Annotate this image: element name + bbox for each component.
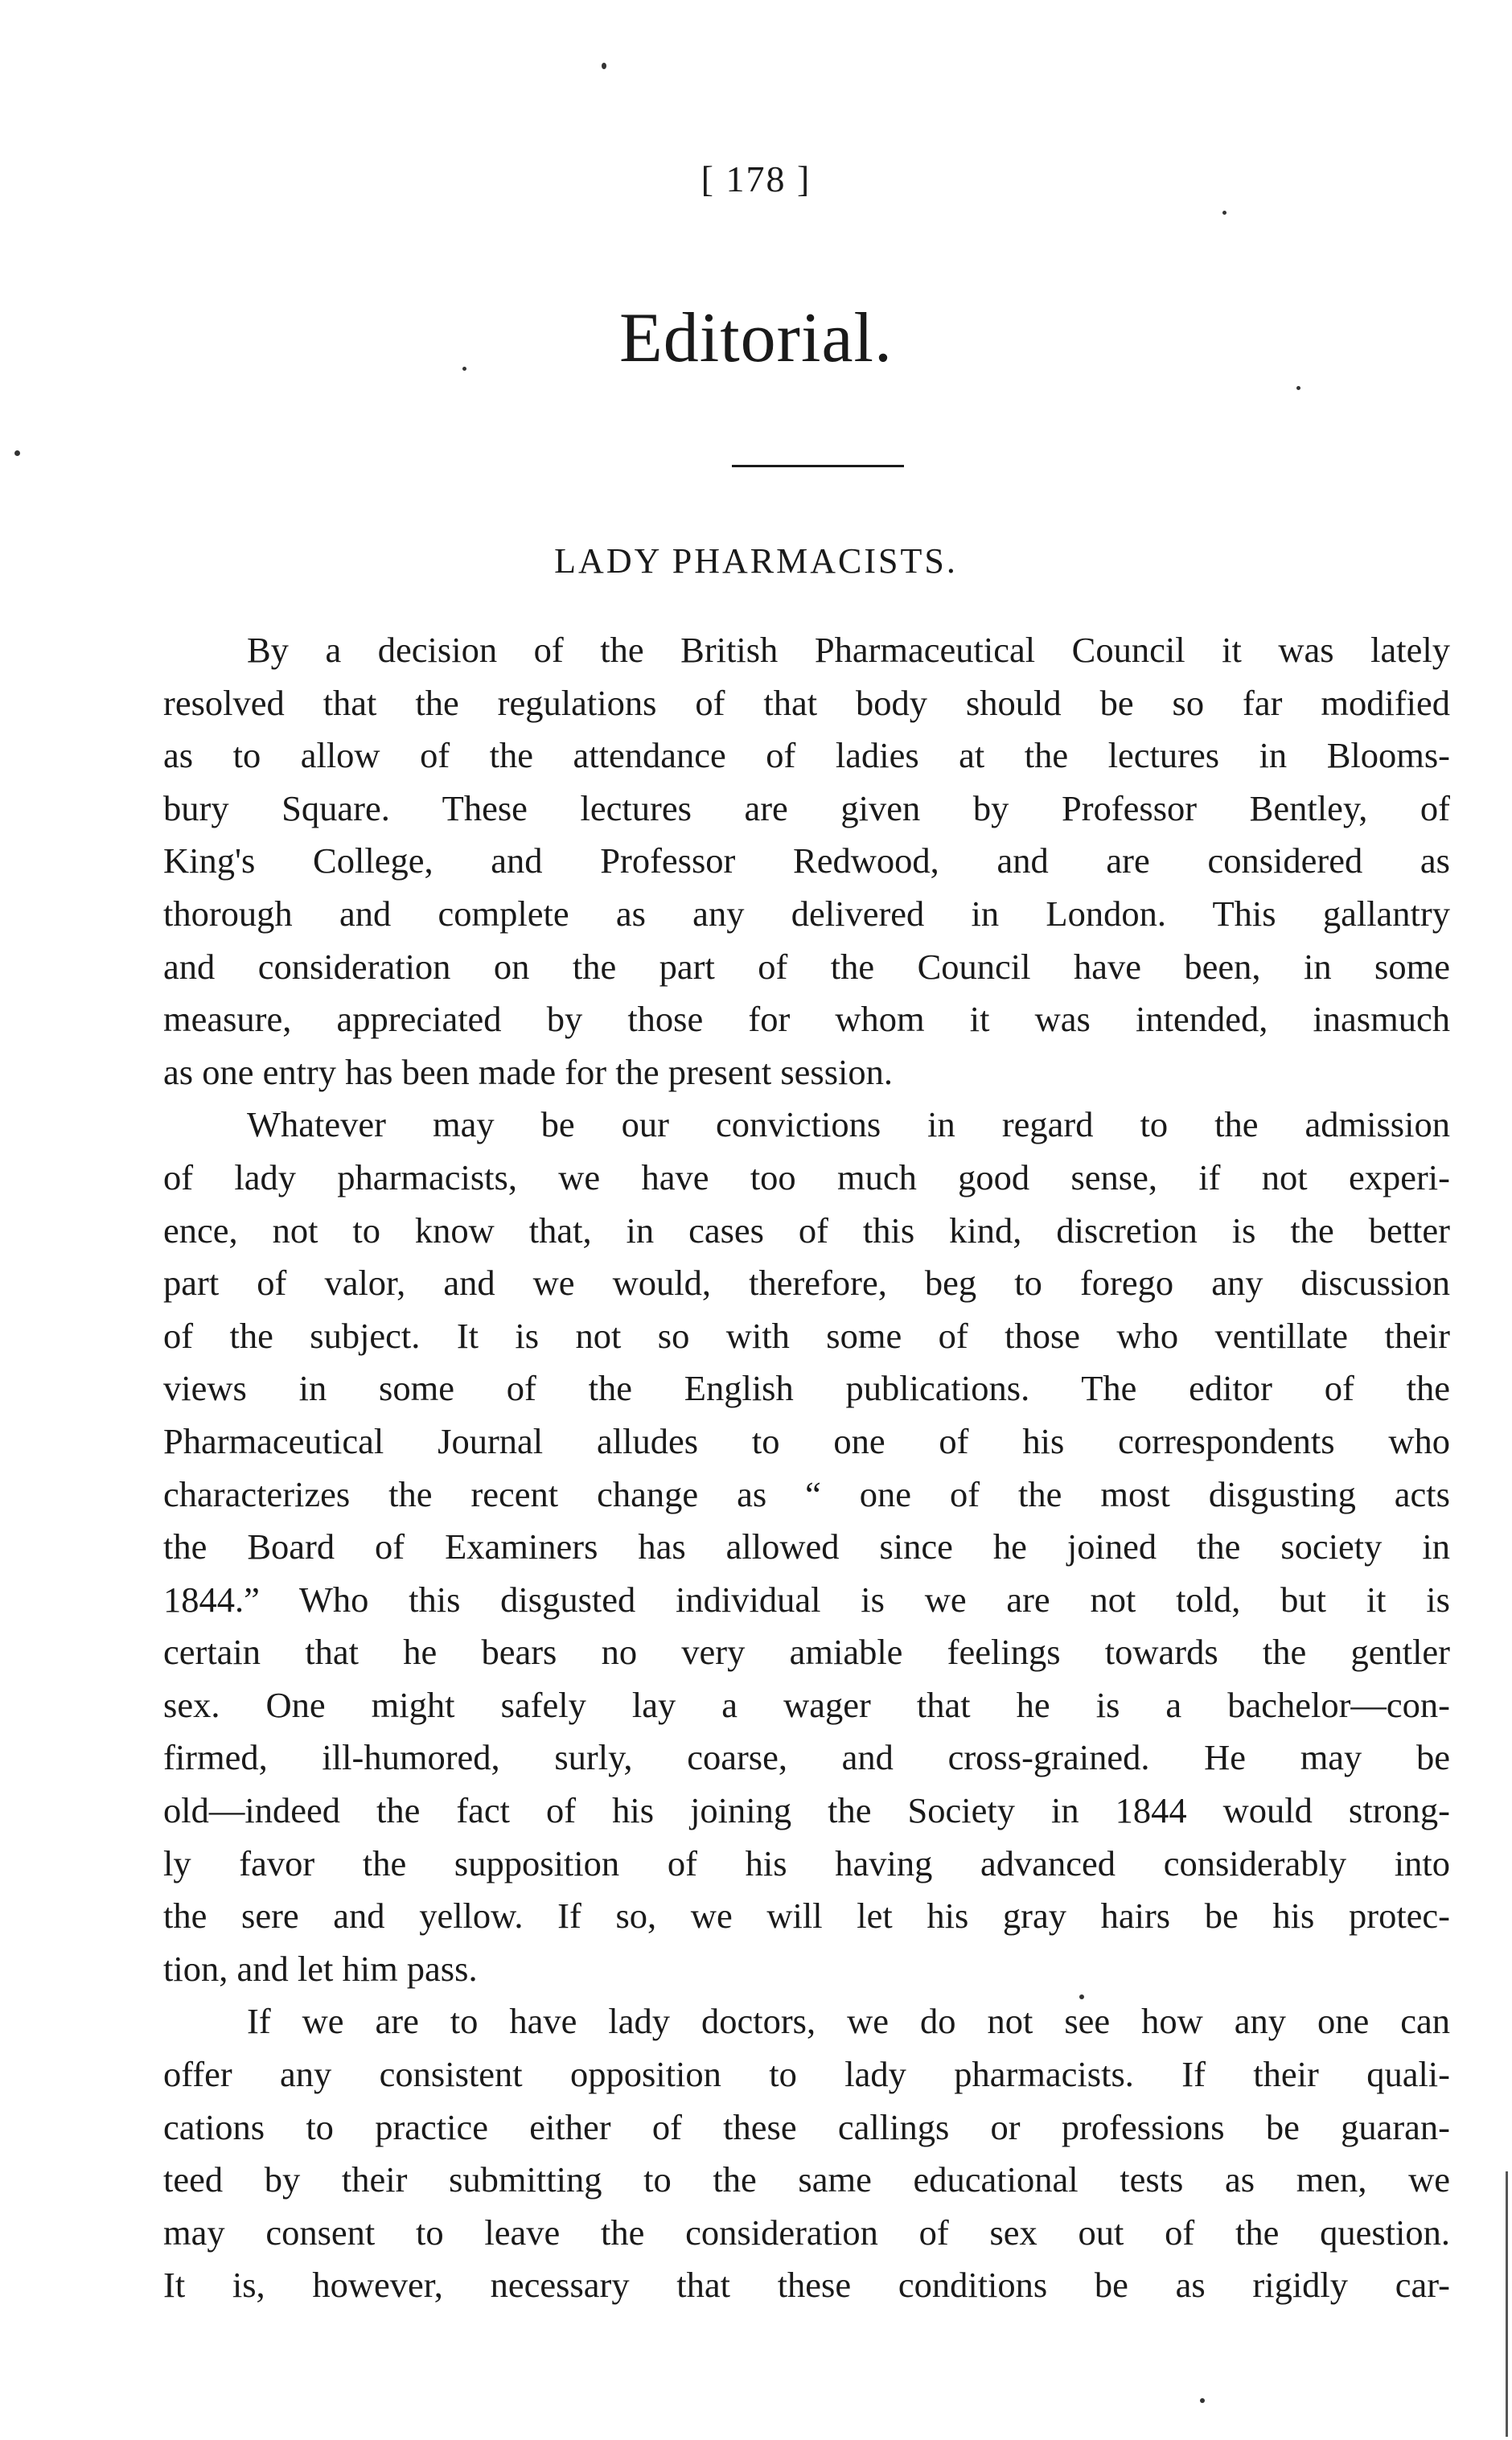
paragraph-2 bbox=[163, 1099, 1450, 1995]
paragraph-3 bbox=[163, 1995, 1450, 2312]
title-rule bbox=[732, 465, 904, 467]
text-line: firmed, ill-humored, surly, coarse, and cross-grained. He may be bbox=[163, 1737, 1450, 1778]
text-line: bury Square. These lectures are given by Professor Bentley, of bbox=[163, 787, 1450, 828]
scan-speck bbox=[14, 450, 20, 456]
scan-speck bbox=[1200, 2398, 1205, 2403]
scan-speck bbox=[1079, 1994, 1084, 1999]
text-line: may consent to leave the consideration of sex out of the question. bbox=[163, 2212, 1450, 2253]
text-line: of the subject. It is not so with some of those who ventillate their bbox=[163, 1315, 1450, 1356]
text-line: of lady pharmacists, we have too much good sense, if not experi- bbox=[163, 1156, 1450, 1197]
text-line: ly favor the supposition of his having advanced considerably into bbox=[163, 1842, 1450, 1883]
page-number: [ 178 ] bbox=[701, 158, 811, 199]
text-line: By a decision of the British Pharmaceutical Council it was lately bbox=[247, 630, 1450, 670]
text-line: Whatever may be our convictions in regard to the admission bbox=[247, 1104, 1450, 1145]
text-line: offer any consistent opposition to lady pharmacists. If their quali- bbox=[163, 2054, 1450, 2095]
article-heading: LADY PHARMACISTS. bbox=[554, 541, 958, 581]
text-line: Pharmaceutical Journal alludes to one of his correspondents who bbox=[163, 1420, 1450, 1461]
text-line: the Board of Examiners has allowed since he joined the society in bbox=[163, 1526, 1450, 1567]
text-line: as one entry has been made for the present session. bbox=[163, 1051, 894, 1092]
text-line: tion, and let him pass. bbox=[163, 1948, 478, 1989]
text-line: teed by their submitting to the same educational tests as men, we bbox=[163, 2159, 1450, 2200]
text-line: part of valor, and we would, therefore, beg to forego any discussion bbox=[163, 1263, 1450, 1304]
scan-speck bbox=[602, 63, 606, 69]
text-line: resolved that the regulations of that body should be so far modified bbox=[163, 682, 1450, 723]
text-line: and consideration on the part of the Council have been, in some bbox=[163, 946, 1450, 987]
text-line: the sere and yellow. If so, we will let his gray hairs be his protec- bbox=[163, 1896, 1450, 1937]
text-line: It is, however, necessary that these conditions be as rigidly car- bbox=[163, 2265, 1450, 2306]
text-line: old—indeed the fact of his joining the Society in 1844 would strong- bbox=[163, 1790, 1450, 1831]
text-line: 1844.” Who this disgusted individual is we are not told, but it is bbox=[163, 1579, 1450, 1620]
scan-speck bbox=[1296, 386, 1300, 390]
text-line: sex. One might safely lay a wager that he is a bachelor—con- bbox=[163, 1684, 1450, 1725]
text-line: characterizes the recent change as “ one of the most disgusting acts bbox=[163, 1473, 1450, 1514]
margin-rule bbox=[1506, 2171, 1508, 2437]
article-body bbox=[163, 624, 1450, 2312]
text-line: as to allow of the attendance of ladies at the lectures in Blooms- bbox=[163, 735, 1450, 776]
text-line: If we are to have lady doctors, we do not see how any one can bbox=[247, 2001, 1450, 2042]
text-line: King's College, and Professor Redwood, and are considered as bbox=[163, 840, 1450, 881]
scan-speck bbox=[462, 367, 466, 371]
text-line: ence, not to know that, in cases of this kind, discretion is the better bbox=[163, 1210, 1450, 1251]
scan-speck bbox=[1222, 211, 1226, 215]
paragraph-1 bbox=[163, 624, 1450, 1099]
text-line: thorough and complete as any delivered in London. This gallantry bbox=[163, 893, 1450, 934]
text-line: certain that he bears no very amiable feelings towards the gentler bbox=[163, 1632, 1450, 1673]
text-line: cations to practice either of these callings or professions be guaran- bbox=[163, 2106, 1450, 2147]
text-line: measure, appreciated by those for whom it was intended, inasmuch bbox=[163, 999, 1450, 1040]
section-title: Editorial. bbox=[619, 299, 893, 377]
text-line: views in some of the English publications. The editor of the bbox=[163, 1368, 1450, 1409]
